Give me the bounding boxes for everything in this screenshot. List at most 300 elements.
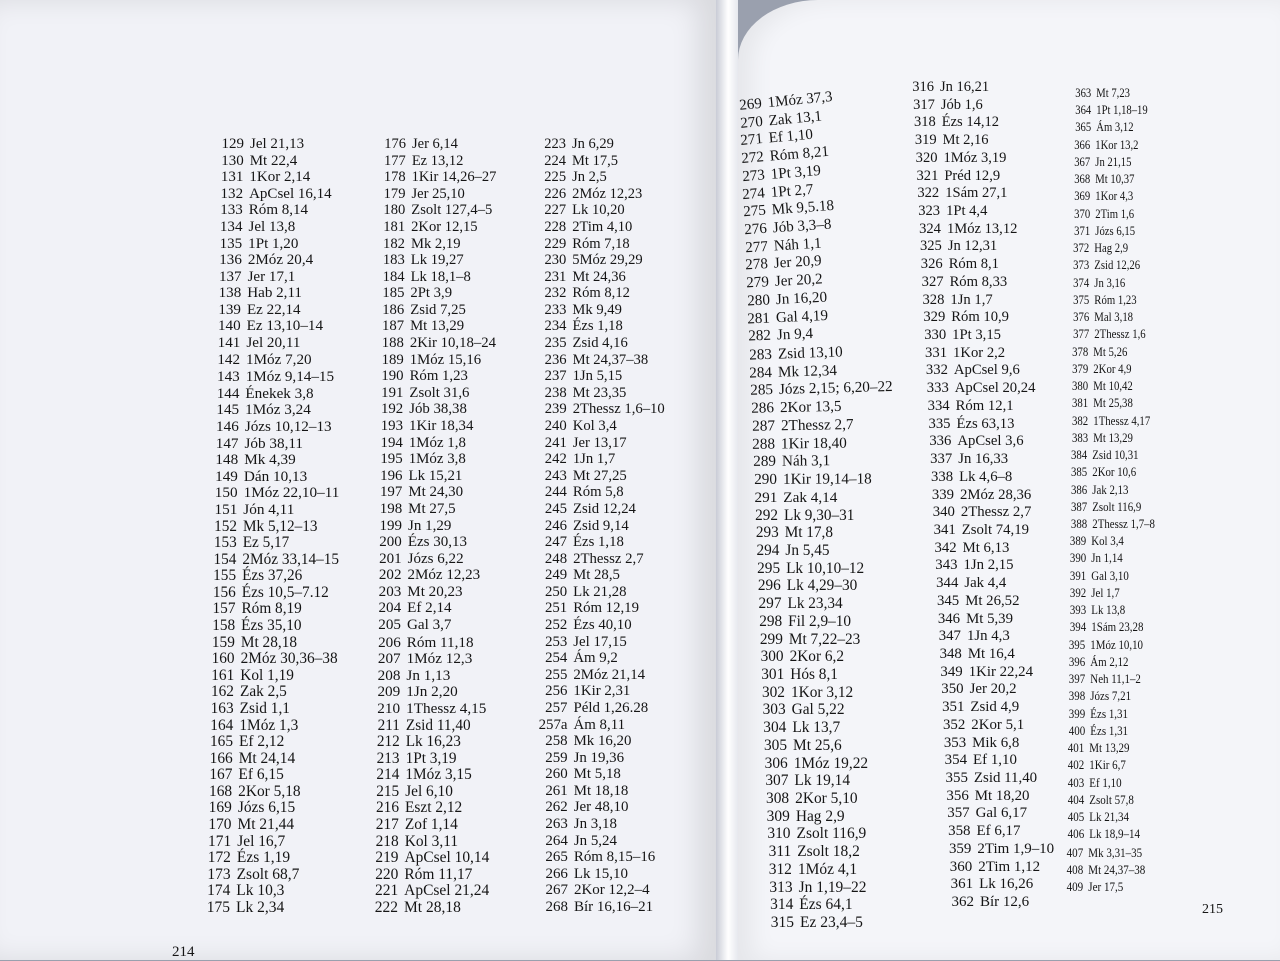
index-entry xyxy=(365,800,462,815)
index-entry xyxy=(366,734,461,749)
entry-number: 267 xyxy=(545,882,568,899)
index-entry xyxy=(1060,449,1139,462)
bible-reference: Róm 12,1 xyxy=(955,397,1014,414)
index-entry xyxy=(532,751,624,766)
bible-reference: Mt 24,37–38 xyxy=(1088,861,1146,877)
bible-reference: Mt 7,22–23 xyxy=(788,630,861,648)
index-entry xyxy=(530,154,618,169)
index-entry xyxy=(908,275,1008,290)
index-entry xyxy=(197,718,298,733)
index-entry xyxy=(530,253,642,268)
entry-number: 350 xyxy=(941,681,964,698)
index-entry xyxy=(531,552,644,567)
entry-number: 398 xyxy=(1068,689,1086,704)
index-entry xyxy=(737,344,842,363)
bible-reference: Lk 10,3 xyxy=(236,882,285,900)
bible-reference: Jób 1,6 xyxy=(940,96,983,113)
index-entry xyxy=(1064,87,1130,100)
index-entry xyxy=(937,877,1033,892)
entry-number: 218 xyxy=(375,832,399,850)
entry-number: 188 xyxy=(381,335,404,352)
entry-number: 349 xyxy=(940,663,963,680)
bible-reference: Mt 23,35 xyxy=(572,384,627,401)
index-entry xyxy=(531,436,627,451)
entry-number: 166 xyxy=(209,749,233,767)
index-entry xyxy=(197,751,295,766)
index-entry xyxy=(740,417,853,434)
index-entry xyxy=(919,505,1031,520)
entry-number: 318 xyxy=(913,114,936,131)
entry-number: 252 xyxy=(545,617,568,634)
entry-number: 190 xyxy=(381,368,404,385)
index-entry xyxy=(370,303,466,318)
entry-number: 148 xyxy=(215,451,239,469)
bible-reference: Lk 4,6–8 xyxy=(959,468,1013,485)
index-entry xyxy=(1059,587,1120,600)
index-entry xyxy=(1057,811,1129,824)
index-entry xyxy=(200,585,329,600)
bible-reference: 1Móz 9,14–15 xyxy=(245,368,335,386)
entry-number: 380 xyxy=(1072,379,1089,394)
index-entry xyxy=(206,270,296,285)
bible-reference: Zsid 13,10 xyxy=(777,343,843,363)
index-entry xyxy=(931,753,1017,768)
index-entry xyxy=(749,632,860,647)
bible-reference: Jón 4,11 xyxy=(243,500,295,518)
entry-number: 186 xyxy=(382,301,405,318)
index-entry xyxy=(747,578,857,593)
index-entry xyxy=(898,80,989,95)
entry-number: 303 xyxy=(762,701,786,719)
bible-reference: Zsid 12,26 xyxy=(1094,258,1141,273)
index-entry xyxy=(932,771,1037,786)
entry-number: 184 xyxy=(382,268,405,285)
index-entry xyxy=(372,170,497,185)
bible-reference: Ézs 63,13 xyxy=(956,415,1015,432)
bible-reference: 1Kor 2,2 xyxy=(953,344,1006,361)
entry-number: 229 xyxy=(544,235,567,252)
index-entry xyxy=(208,154,298,169)
entry-number: 344 xyxy=(936,575,959,592)
index-entry xyxy=(366,684,458,699)
entry-number: 147 xyxy=(215,434,239,452)
bible-reference: Mt 18,18 xyxy=(573,782,629,799)
entry-number: 299 xyxy=(759,630,783,648)
entry-number: 375 xyxy=(1073,292,1090,307)
index-entry xyxy=(1063,139,1138,152)
entry-number: 140 xyxy=(217,318,241,335)
index-entry xyxy=(750,649,845,664)
bible-reference: Lk 19,27 xyxy=(410,252,464,269)
entry-number: 135 xyxy=(219,235,243,252)
entry-number: 359 xyxy=(948,840,972,857)
entry-number: 372 xyxy=(1073,241,1090,256)
entry-number: 292 xyxy=(755,506,778,524)
index-entry xyxy=(203,436,304,451)
bible-reference: 1Kir 18,40 xyxy=(781,434,848,453)
bible-reference: 1Pt 2,7 xyxy=(770,181,815,201)
bible-reference: Mk 3,31–35 xyxy=(1088,844,1143,860)
index-entry xyxy=(933,789,1030,804)
index-entry xyxy=(934,806,1027,821)
bible-reference: Zsolt 18,2 xyxy=(797,843,860,861)
entry-number: 214 xyxy=(376,766,400,784)
entry-number: 383 xyxy=(1071,430,1088,445)
index-entry xyxy=(371,270,471,285)
index-entry xyxy=(194,883,284,898)
bible-reference: Ef 1,10 xyxy=(1089,774,1122,790)
bible-reference: 2Kor 13,5 xyxy=(779,397,842,417)
entry-number: 297 xyxy=(758,595,782,613)
bible-reference: Ef 2,14 xyxy=(407,600,452,617)
index-entry xyxy=(531,568,620,583)
entry-number: 285 xyxy=(750,381,774,400)
bible-reference: Zsolt 116,9 xyxy=(1092,499,1142,514)
bible-reference: Mt 16,4 xyxy=(967,645,1015,662)
index-entry xyxy=(531,651,618,666)
index-entry xyxy=(531,601,639,616)
entry-number: 354 xyxy=(944,752,968,769)
index-entry xyxy=(370,336,496,351)
index-entry xyxy=(201,535,290,550)
entry-number: 204 xyxy=(378,600,402,617)
bible-reference: 1Kir 14,26–27 xyxy=(411,169,497,186)
entry-number: 331 xyxy=(925,344,948,361)
entry-number: 341 xyxy=(933,521,956,538)
entry-number: 347 xyxy=(938,628,961,645)
bible-reference: 1Móz 4,1 xyxy=(797,860,858,878)
entry-number: 243 xyxy=(544,467,567,484)
index-entry xyxy=(1061,363,1132,376)
entry-number: 174 xyxy=(207,882,231,900)
index-entry xyxy=(196,767,283,782)
entry-number: 244 xyxy=(544,484,567,501)
bible-reference: Mk 16,20 xyxy=(573,733,632,750)
index-entry xyxy=(531,452,615,467)
index-entry xyxy=(745,543,829,558)
index-entry xyxy=(532,718,626,733)
index-entry xyxy=(1058,656,1129,669)
bible-reference: Mt 26,52 xyxy=(965,592,1020,609)
index-entry xyxy=(366,718,471,733)
index-entry xyxy=(1061,397,1133,410)
bible-reference: Mt 24,14 xyxy=(238,749,296,767)
index-entry xyxy=(370,319,464,334)
bible-reference: Mt 27,5 xyxy=(408,500,456,517)
index-entry xyxy=(195,834,285,849)
index-entry xyxy=(195,867,300,882)
entry-number: 342 xyxy=(934,539,957,556)
entry-number: 230 xyxy=(544,252,567,269)
index-entry xyxy=(369,469,463,484)
bible-reference: Jak 4,4 xyxy=(964,575,1007,592)
index-entry xyxy=(752,702,845,717)
index-entry xyxy=(531,684,630,699)
entry-number: 307 xyxy=(765,772,789,790)
entry-number: 363 xyxy=(1075,86,1092,100)
bible-reference: Jób 38,11 xyxy=(244,434,304,452)
entry-number: 226 xyxy=(544,185,567,202)
entry-number: 290 xyxy=(753,470,777,489)
entry-number: 391 xyxy=(1070,568,1087,583)
index-entry xyxy=(369,402,467,417)
index-entry xyxy=(531,535,624,550)
bible-reference: Róm 7,18 xyxy=(572,235,630,252)
index-entry xyxy=(1060,484,1128,497)
index-entry xyxy=(936,860,1040,875)
entry-number: 143 xyxy=(217,368,240,386)
entry-number: 328 xyxy=(922,291,945,308)
entry-number: 371 xyxy=(1073,223,1090,238)
index-entry xyxy=(1056,846,1142,859)
bible-reference: Jn 3,18 xyxy=(573,816,617,833)
index-entry xyxy=(532,867,628,882)
entry-number: 400 xyxy=(1068,723,1085,738)
index-entry xyxy=(206,253,313,268)
bible-reference: Mk 12,34 xyxy=(778,361,838,381)
entry-number: 407 xyxy=(1067,844,1084,860)
index-entry xyxy=(530,270,625,285)
entry-number: 177 xyxy=(384,152,406,169)
entry-number: 233 xyxy=(544,301,567,318)
index-entry xyxy=(202,485,340,500)
index-entry xyxy=(531,419,617,434)
bible-reference: Ef 1,10 xyxy=(768,127,814,147)
bible-reference: Józs 10,12–13 xyxy=(244,417,332,435)
entry-number: 236 xyxy=(544,351,567,368)
entry-number: 247 xyxy=(544,534,568,551)
entry-number: 246 xyxy=(544,517,567,534)
entry-number: 207 xyxy=(377,650,401,668)
entry-number: 402 xyxy=(1067,757,1085,773)
index-entry xyxy=(530,187,642,202)
entry-number: 208 xyxy=(377,666,401,684)
index-entry xyxy=(530,170,607,185)
bible-reference: Ám 8,11 xyxy=(573,716,626,733)
bible-reference: Mt 7,23 xyxy=(1096,86,1130,100)
entry-number: 175 xyxy=(206,899,230,916)
bible-reference: Ám 9,2 xyxy=(573,650,618,667)
bible-reference: Gal 3,10 xyxy=(1091,568,1129,583)
bible-reference: 1Kor 2,14 xyxy=(249,169,311,186)
index-entry xyxy=(532,800,629,815)
index-entry xyxy=(915,434,1023,449)
entry-number: 393 xyxy=(1069,603,1086,618)
entry-number: 282 xyxy=(748,327,772,345)
bible-reference: 2Móz 21,14 xyxy=(573,666,646,683)
index-entry xyxy=(911,346,1005,361)
entry-number: 273 xyxy=(741,167,766,185)
index-entry xyxy=(369,452,466,467)
entry-number: 335 xyxy=(928,415,951,432)
index-entry xyxy=(1062,277,1125,290)
index-entry xyxy=(194,900,284,916)
bible-reference: Lk 4,29–30 xyxy=(786,577,858,595)
bible-reference: Jer 25,10 xyxy=(411,185,465,202)
bible-reference: Róm 11,18 xyxy=(406,633,474,651)
entry-number: 351 xyxy=(942,699,965,716)
bible-reference: Mk 9,5.18 xyxy=(771,198,835,219)
entry-number: 242 xyxy=(544,451,567,468)
index-entry xyxy=(531,386,627,401)
bible-reference: Mik 6,8 xyxy=(972,734,1020,751)
bible-reference: Jel 17,15 xyxy=(573,633,627,650)
bible-reference: Zof 1,14 xyxy=(404,816,458,834)
bible-reference: Mt 10,42 xyxy=(1093,379,1133,394)
entry-number: 385 xyxy=(1071,465,1088,480)
index-entry xyxy=(532,850,655,865)
bible-reference: 2Tim 1,12 xyxy=(978,858,1041,875)
bible-reference: 1Móz 1,3 xyxy=(239,716,299,734)
bible-reference: Kol 3,11 xyxy=(404,832,459,850)
bible-reference: Jn 1,29 xyxy=(408,517,452,534)
bible-reference: Mt 21,44 xyxy=(237,816,295,834)
index-entry xyxy=(753,738,842,753)
entry-number: 390 xyxy=(1070,551,1087,566)
index-entry xyxy=(740,399,842,416)
entry-number: 320 xyxy=(915,149,938,166)
entry-number: 232 xyxy=(544,285,567,302)
bible-reference: Gal 4,19 xyxy=(775,307,829,326)
index-entry xyxy=(204,336,300,351)
index-entry xyxy=(918,488,1031,503)
index-entry xyxy=(748,614,851,629)
index-entry xyxy=(371,203,492,218)
bible-reference: Kol 3,4 xyxy=(1091,534,1125,549)
index-entry xyxy=(1063,225,1135,238)
bible-reference: Róm 12,19 xyxy=(573,600,639,617)
bible-reference: Zak 2,5 xyxy=(239,683,287,701)
entry-number: 235 xyxy=(544,335,567,352)
index-entry xyxy=(369,419,473,434)
index-entry xyxy=(930,736,1019,751)
bible-reference: 1Jn 2,20 xyxy=(406,683,458,701)
index-entry xyxy=(201,502,294,517)
bible-reference: 2Kor 5,18 xyxy=(238,782,301,800)
bible-reference: Mt 18,20 xyxy=(974,787,1030,804)
index-entry xyxy=(531,701,648,716)
bible-reference: Ef 6,15 xyxy=(238,766,284,784)
bible-reference: 1Sám 27,1 xyxy=(945,185,1008,202)
index-entry xyxy=(1064,104,1148,117)
index-entry xyxy=(199,601,301,616)
entry-number: 142 xyxy=(217,351,241,368)
bible-reference: Lk 19,14 xyxy=(794,772,851,790)
entry-number: 327 xyxy=(921,273,944,290)
entry-number: 386 xyxy=(1070,482,1088,497)
entry-number: 136 xyxy=(219,252,242,269)
entry-number: 301 xyxy=(761,665,785,683)
index-entry xyxy=(531,502,636,517)
entry-number: 154 xyxy=(213,550,237,568)
bible-reference: Ézs 64,1 xyxy=(799,896,853,914)
entry-number: 395 xyxy=(1069,637,1086,652)
entry-number: 314 xyxy=(770,896,794,914)
bible-reference: Róm 8,33 xyxy=(949,273,1008,290)
index-entry xyxy=(1061,432,1133,445)
bible-reference: Zsid 12,24 xyxy=(572,500,636,517)
bible-reference: Ez 13,12 xyxy=(411,152,464,169)
index-entry xyxy=(203,386,313,401)
index-entry xyxy=(370,353,481,368)
entry-number: 304 xyxy=(763,719,787,737)
index-entry xyxy=(198,701,290,716)
bible-reference: Róm 8,12 xyxy=(572,285,630,302)
entry-number: 373 xyxy=(1073,258,1090,273)
bible-reference: Gal 5,22 xyxy=(791,701,845,719)
bible-reference: Ám 2,12 xyxy=(1090,654,1129,669)
index-entry xyxy=(1063,208,1134,221)
entry-number: 265 xyxy=(545,849,568,866)
bible-reference: Mt 25,6 xyxy=(793,736,842,754)
bible-reference: 2Móz 28,36 xyxy=(960,486,1032,503)
entry-number: 329 xyxy=(923,309,946,326)
index-entry xyxy=(530,237,629,252)
entry-number: 405 xyxy=(1067,809,1084,825)
bible-reference: Ézs 1,19 xyxy=(236,849,291,867)
bible-reference: 2Móz 12,23 xyxy=(572,185,643,202)
index-entry xyxy=(928,700,1019,715)
entry-number: 183 xyxy=(382,252,405,269)
bible-reference: 2Kor 4,9 xyxy=(1093,361,1132,376)
index-entry xyxy=(745,525,833,540)
entry-number: 358 xyxy=(948,823,971,840)
entry-number: 313 xyxy=(769,878,793,896)
index-entry xyxy=(532,767,621,782)
index-entry xyxy=(203,402,311,417)
bible-reference: Róm 8,19 xyxy=(241,600,302,618)
bible-reference: ApCsel 3,6 xyxy=(957,433,1024,450)
index-entry xyxy=(1062,294,1137,307)
entry-number: 321 xyxy=(916,167,939,184)
bible-reference: 1Pt 3,19 xyxy=(405,749,457,767)
bible-reference: ApCsel 21,24 xyxy=(404,882,490,900)
index-entry xyxy=(369,436,466,451)
bible-reference: Jn 2,5 xyxy=(572,169,607,186)
bible-reference: Hab 2,11 xyxy=(247,285,302,302)
entry-number: 324 xyxy=(919,220,941,237)
entry-number: 176 xyxy=(384,136,406,152)
index-entry xyxy=(1059,535,1124,548)
bible-reference: Mt 17,5 xyxy=(572,152,618,169)
index-entry xyxy=(909,310,1009,325)
entry-number: 216 xyxy=(375,799,400,817)
index-entry xyxy=(920,523,1029,538)
entry-number: 146 xyxy=(216,417,239,435)
index-entry xyxy=(1056,880,1123,893)
bible-reference: Zsolt 68,7 xyxy=(236,865,300,883)
entry-number: 260 xyxy=(545,766,568,783)
bible-reference: 2Móz 30,36–38 xyxy=(240,650,338,668)
index-entry xyxy=(530,203,624,218)
entry-number: 224 xyxy=(544,152,567,169)
index-entry xyxy=(531,668,645,683)
entry-number: 294 xyxy=(756,541,780,559)
bible-reference: Mt 10,37 xyxy=(1095,172,1135,187)
index-entry xyxy=(935,842,1054,857)
index-entry xyxy=(917,470,1012,485)
index-entry xyxy=(924,612,1013,627)
entry-number: 308 xyxy=(766,789,790,807)
bible-reference: Lk 18,1–8 xyxy=(410,268,471,285)
entry-number: 295 xyxy=(757,559,781,577)
index-entry xyxy=(531,618,631,633)
bible-reference: Jn 9,4 xyxy=(776,326,814,344)
entry-number: 228 xyxy=(544,218,567,235)
entry-number: 150 xyxy=(214,484,238,502)
index-entry xyxy=(530,303,621,318)
entry-number: 249 xyxy=(544,567,568,584)
